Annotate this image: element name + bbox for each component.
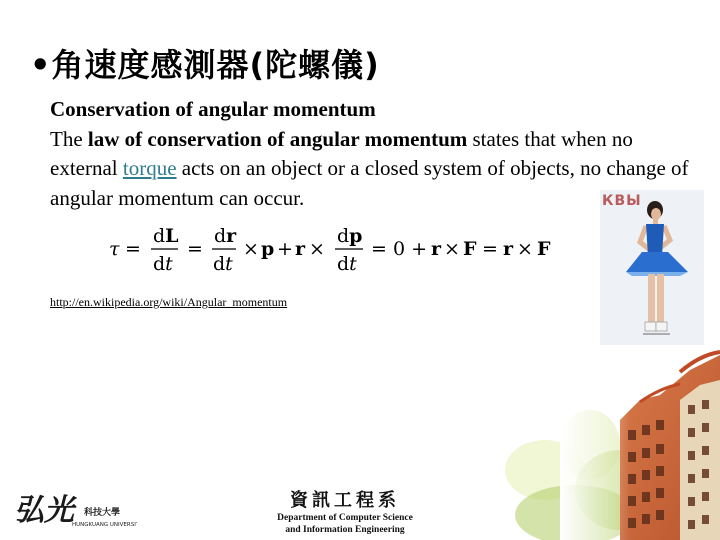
department-name-english-line2: and Information Engineering [285,525,405,535]
svg-text:p: p [261,238,275,260]
department-label [262,486,428,536]
svg-text:dL: dL [153,225,179,247]
figure-skater-image [600,190,704,345]
svg-text:+: + [277,238,293,260]
svg-text:F: F [537,238,551,260]
svg-text:r: r [503,238,514,260]
department-name-chinese: 資訊工程系 [290,490,400,511]
svg-text:dt: dt [213,253,233,275]
section-heading: Conservation of angular momentum [50,97,376,121]
svg-text:×: × [517,238,533,260]
svg-text:dt: dt [153,253,173,275]
university-logo [12,482,137,534]
svg-text:HUNGKUANG UNIVERSITY: HUNGKUANG UNIVERSITY [72,522,137,528]
svg-text:dr: dr [214,225,237,247]
svg-text:弘光: 弘光 [14,493,74,528]
image-watermark: КВЫ [602,193,642,209]
svg-text:=: = [482,238,498,260]
svg-text:=: = [125,238,141,260]
department-name-english-line1: Department of Computer Science [277,513,413,523]
svg-text:科技大學: 科技大學 [84,508,121,518]
angular-momentum-equation [105,222,575,277]
svg-text:dp: dp [337,225,363,247]
emphasized-term: law of conservation of angular momentum [87,126,468,151]
svg-text:=: = [187,238,203,260]
svg-text:dt: dt [337,253,357,275]
slide-title: •角速度感測器(陀螺儀) [30,46,380,84]
paragraph: The law of conservation of angular momentum states that when no external torque acts on an object or a closed system of objects, no change of angular momentum can occur. [50,126,689,210]
svg-text:τ: τ [109,238,120,260]
svg-text:×: × [243,238,259,260]
svg-text:r: r [295,238,306,260]
svg-text:×: × [444,238,460,260]
svg-text:×: × [309,238,325,260]
source-link[interactable]: http://en.wikipedia.org/wiki/Angular_momentum [50,295,288,309]
svg-text:r: r [431,238,442,260]
torque-link[interactable]: torque [122,156,177,180]
svg-text:F: F [463,238,477,260]
svg-text:= 0 +: = 0 + [371,238,428,260]
